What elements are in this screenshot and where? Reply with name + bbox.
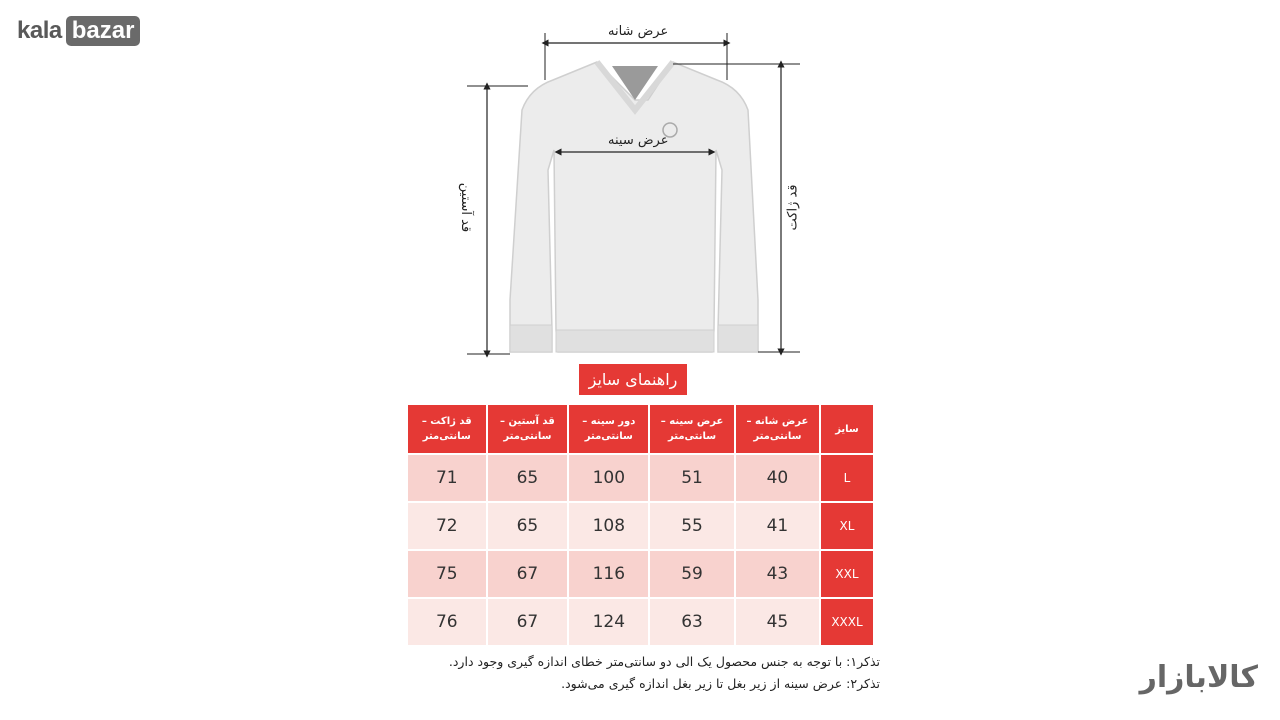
jacket-cell: 75	[408, 551, 486, 597]
shoulder-cell: 40	[736, 455, 819, 501]
chest-width-cell: 59	[650, 551, 734, 597]
sleeve-cell: 67	[488, 599, 568, 645]
header-shoulder-width: عرض شانه – سانتی‌متر	[736, 405, 819, 453]
size-cell: L	[821, 455, 873, 501]
sleeve-cell: 65	[488, 503, 568, 549]
header-size: سایز	[821, 405, 873, 453]
sleeve-length-label: قد آستین	[458, 182, 474, 233]
size-table	[406, 403, 875, 647]
header-jacket-length: قد ژاکت – سانتی‌متر	[408, 405, 486, 453]
brand-logo-bazar: bazar	[66, 16, 141, 46]
jacket-cell: 76	[408, 599, 486, 645]
shoulder-cell: 41	[736, 503, 819, 549]
jacket-length-label: قد ژاکت	[785, 184, 801, 231]
header-chest-width: عرض سینه – سانتی‌متر	[650, 405, 734, 453]
brand-logo-kala: kala	[17, 17, 62, 44]
chest-width-label: عرض سینه	[608, 133, 669, 148]
sleeve-cell: 67	[488, 551, 568, 597]
shoulder-cell: 45	[736, 599, 819, 645]
jacket-cell: 72	[408, 503, 486, 549]
header-sleeve-length: قد آستین – سانتی‌متر	[488, 405, 568, 453]
table-row	[408, 455, 873, 501]
shoulder-cell: 43	[736, 551, 819, 597]
note-2: تذکر۲: عرض سینه از زیر بغل تا زیر بغل اندازه گیری می‌شود.	[561, 676, 880, 691]
size-guide-title: راهنمای سایز	[579, 364, 687, 395]
sleeve-cell: 65	[488, 455, 568, 501]
chest-width-cell: 63	[650, 599, 734, 645]
table-header-row	[408, 405, 873, 453]
table-row	[408, 551, 873, 597]
chest-round-cell: 116	[569, 551, 648, 597]
jacket-cell: 71	[408, 455, 486, 501]
size-cell: XXL	[821, 551, 873, 597]
notes	[400, 651, 880, 695]
shoulder-width-label: عرض شانه	[608, 24, 669, 39]
size-cell: XL	[821, 503, 873, 549]
chest-round-cell: 108	[569, 503, 648, 549]
table-row	[408, 503, 873, 549]
note-1: تذکر۱: با توجه به جنس محصول یک الی دو سانتی‌متر خطای اندازه گیری وجود دارد.	[448, 654, 880, 669]
header-chest-circumference: دور سینه – سانتی‌متر	[569, 405, 648, 453]
chest-round-cell: 124	[569, 599, 648, 645]
brand-logo-persian: کالابازار	[1139, 660, 1258, 695]
chest-width-cell: 51	[650, 455, 734, 501]
chest-round-cell: 100	[569, 455, 648, 501]
table-row	[408, 599, 873, 645]
chest-width-cell: 55	[650, 503, 734, 549]
size-cell: XXXL	[821, 599, 873, 645]
